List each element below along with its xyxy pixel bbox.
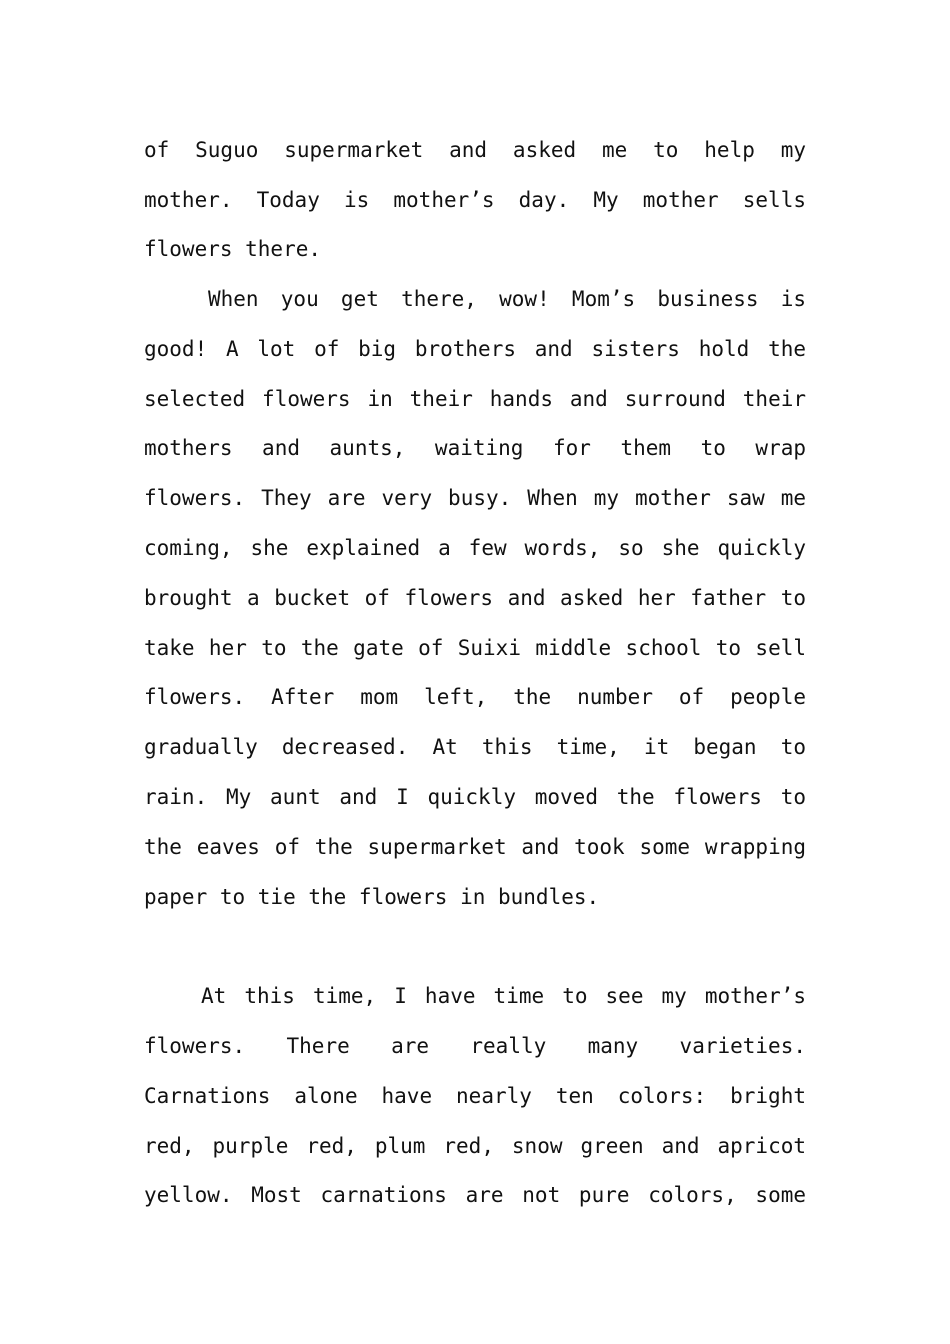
text-line: brought a bucket of flowers and asked her father to — [144, 586, 806, 610]
text-line: flowers. They are very busy. When my mother saw me — [144, 486, 806, 510]
text-line: take her to the gate of Suixi middle school to sell — [144, 636, 806, 660]
text-line: Carnations alone have nearly ten colors: bright — [144, 1084, 806, 1108]
text-line: selected flowers in their hands and surround their — [144, 387, 806, 411]
text-line: yellow. Most carnations are not pure colors, some — [144, 1183, 806, 1207]
text-line: When you get there, wow! Mom’s business is — [208, 287, 806, 311]
text-line: paper to tie the flowers in bundles. — [144, 885, 600, 909]
text-line: flowers. After mom left, the number of people — [144, 685, 806, 709]
text-line: red, purple red, plum red, snow green and apricot — [144, 1134, 806, 1158]
text-line: rain. My aunt and I quickly moved the flowers to — [144, 785, 806, 809]
text-line: coming, she explained a few words, so she quickly — [144, 536, 806, 560]
text-line: of Suguo supermarket and asked me to help my — [144, 138, 806, 162]
text-line: At this time, I have time to see my mother’s — [201, 984, 806, 1008]
text-line: mothers and aunts, waiting for them to wrap — [144, 436, 806, 460]
text-line: gradually decreased. At this time, it began to — [144, 735, 806, 759]
text-line: flowers there. — [144, 237, 322, 261]
text-line: mother. Today is mother’s day. My mother sells — [144, 188, 806, 212]
text-line: flowers. There are really many varieties. — [144, 1034, 806, 1058]
text-line: the eaves of the supermarket and took some wrapping — [144, 835, 806, 859]
text-line: good! A lot of big brothers and sisters hold the — [144, 337, 806, 361]
